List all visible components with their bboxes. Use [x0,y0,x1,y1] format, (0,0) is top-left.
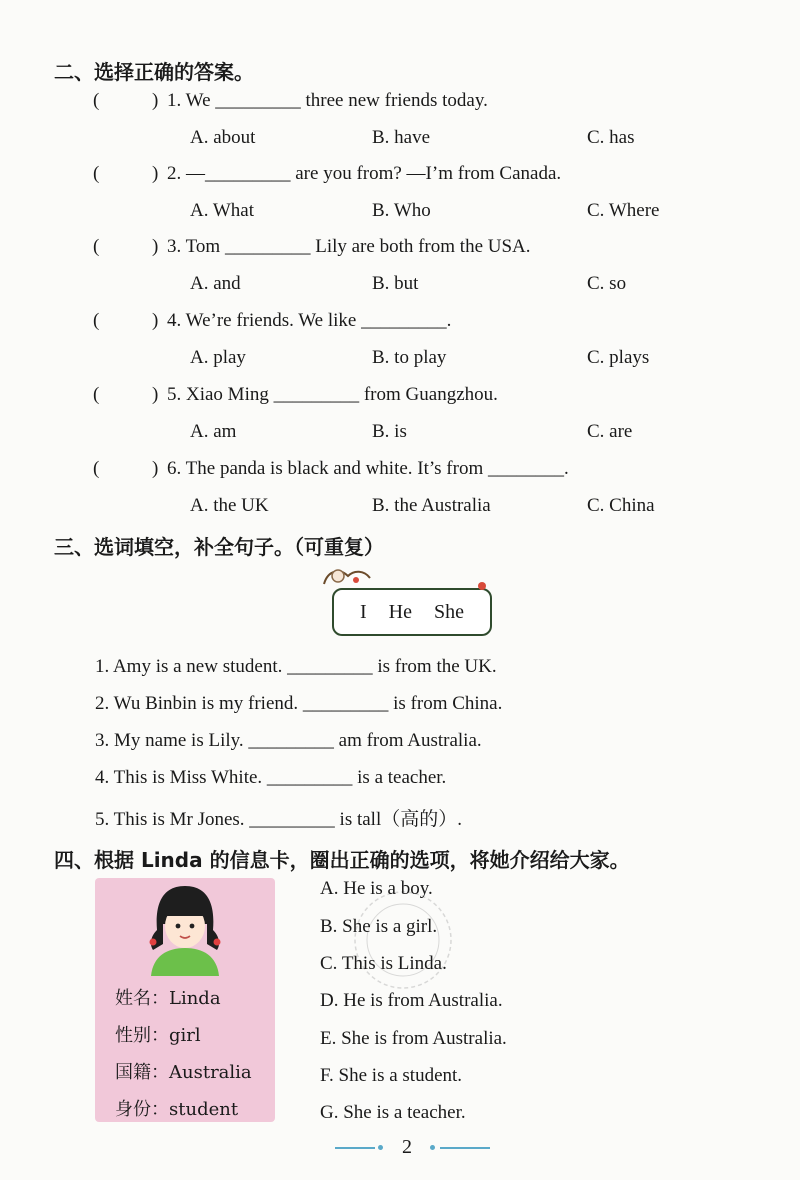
option-b: B. Who [372,200,431,221]
section-2-title: 二、选择正确的答案。 [54,60,254,84]
statement-option: A. He is a boy. [320,878,433,899]
answer-paren-open: ( [93,90,100,111]
card-row-nationality [115,1058,252,1084]
question-stem: 3. Tom _________ Lily are both from the USA. [167,236,531,257]
card-row-name [115,984,221,1010]
card-label: 姓名： [115,988,169,1009]
fill-sentence: 2. Wu Binbin is my friend. _________ is from China. [95,693,503,714]
corner-dot-icon [478,582,486,590]
card-value: student [169,1099,239,1120]
statement-option: E. She is from Australia. [320,1028,507,1049]
option-c: C. plays [587,347,650,368]
answer-paren-close: ) [152,310,159,331]
statement-option: B. She is a girl. [320,916,438,937]
card-value: Australia [169,1062,252,1083]
answer-paren-close: ) [152,384,159,405]
option-c: C. has [587,127,635,148]
fill-sentence: 3. My name is Lily. _________ am from Australia. [95,730,482,751]
option-c: C. China [587,495,655,516]
section-3-title: 三、选词填空，补全句子。（可重复） [54,535,384,559]
footer-rule-right [440,1147,490,1149]
option-b: B. have [372,127,431,148]
card-value: Linda [169,988,221,1009]
question-stem: 4. We’re friends. We like _________. [167,310,452,331]
answer-paren-close: ) [152,163,159,184]
page-number: 2 [402,1136,412,1158]
fill-sentence: 1. Amy is a new student. _________ is from the UK. [95,656,497,677]
info-card [95,878,275,1122]
statement-option: F. She is a student. [320,1065,463,1086]
question-stem: 1. We _________ three new friends today. [167,90,488,111]
option-b: B. but [372,273,419,294]
statement-option: C. This is Linda. [320,953,447,974]
answer-paren-open: ( [93,163,100,184]
option-b: B. the Australia [372,495,491,516]
answer-paren-open: ( [93,236,100,257]
option-a: A. about [190,127,256,148]
question-stem: 5. Xiao Ming _________ from Guangzhou. [167,384,498,405]
statement-option: G. She is a teacher. [320,1102,466,1123]
answer-paren-open: ( [93,310,100,331]
word-box-item: He [388,600,412,623]
option-c: C. are [587,421,633,442]
option-a: A. and [190,273,241,294]
card-label: 国籍： [115,1062,169,1083]
card-row-gender [115,1021,201,1047]
word-box-item: I [360,600,367,623]
section-4-title: 四、根据 Linda 的信息卡，圈出正确的选项，将她介绍给大家。 [54,848,630,872]
option-a: A. play [190,347,246,368]
card-label: 身份： [115,1099,169,1120]
answer-paren-close: ) [152,458,159,479]
option-b: B. is [372,421,407,442]
option-a: A. the UK [190,495,269,516]
footer-rule-left [335,1147,375,1149]
option-b: B. to play [372,347,447,368]
option-c: C. so [587,273,627,294]
fill-sentence: 4. This is Miss White. _________ is a teacher. [95,767,447,788]
card-label: 性别： [115,1025,169,1046]
card-row-identity [115,1095,238,1121]
answer-paren-open: ( [93,458,100,479]
word-box [332,588,492,636]
fill-sentence: 5. This is Mr Jones. _________ is tall（高的）. [95,809,462,830]
card-value: girl [169,1025,201,1046]
answer-paren-close: ) [152,236,159,257]
statement-option: D. He is from Australia. [320,990,503,1011]
question-stem: 2. —_________ are you from? —I’m from Canada. [167,163,562,184]
footer-dot-icon [378,1145,383,1150]
answer-paren-close: ) [152,90,159,111]
option-c: C. Where [587,200,660,221]
answer-paren-open: ( [93,384,100,405]
question-stem: 6. The panda is black and white. It’s from ________. [167,458,569,479]
option-a: A. am [190,421,237,442]
girl-avatar-icon [143,884,227,976]
footer-dot-icon [430,1145,435,1150]
option-a: A. What [190,200,255,221]
word-box-item: She [434,600,464,623]
